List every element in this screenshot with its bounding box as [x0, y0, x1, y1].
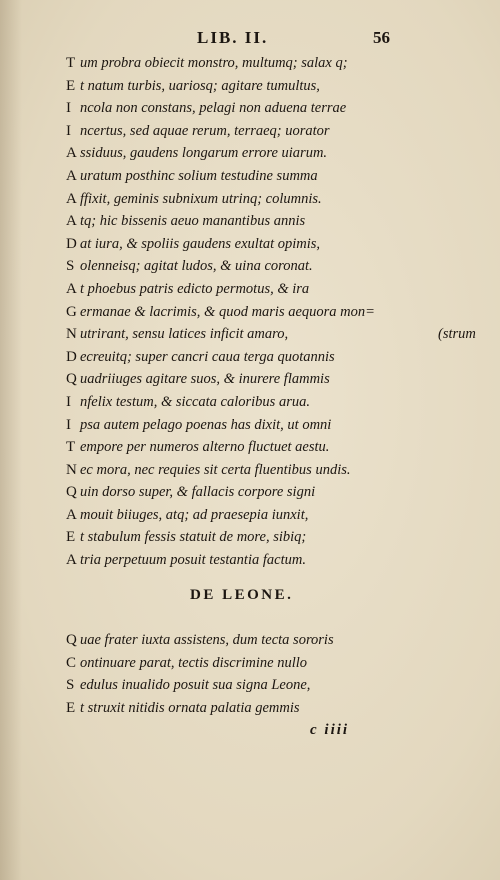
verse-text: psa autem pelago poenas has dixit, ut omni [80, 416, 332, 433]
verse-text: t phoebus patris edicto permotus, & ira [80, 280, 310, 297]
verse-initial: A [66, 167, 77, 184]
verse-initial: E [66, 529, 76, 546]
verse-line [66, 97, 436, 120]
verse-text: at iura, & spoliis gaudens exultat opimis, [80, 235, 321, 252]
verse-line [66, 255, 436, 278]
verse-line [66, 436, 436, 459]
verse-block-top [66, 52, 476, 572]
verse-line [66, 674, 436, 697]
verse-text: ermanae & lacrimis, & quod maris aequora mon= [80, 303, 375, 320]
verse-line [66, 368, 436, 391]
verse-block-bottom [66, 629, 436, 719]
verse-initial: I [66, 416, 71, 433]
verse-text: ncertus, sed aquae rerum, terraeq; uorator [80, 122, 330, 139]
verse-marginal-continuation: (strum [438, 326, 476, 343]
verse-initial: E [66, 77, 76, 94]
verse-text: ontinuare parat, tectis discrimine nullo [80, 654, 308, 671]
gutter-shadow [0, 0, 22, 880]
verse-text: uratum posthinc solium testudine summa [80, 167, 318, 184]
verse-initial: Q [66, 632, 77, 648]
verse-text: uae frater iuxta assistens, dum tecta sororis [80, 632, 334, 648]
verse-initial: A [66, 280, 77, 297]
verse-initial: I [66, 100, 71, 117]
verse-initial: A [66, 213, 77, 230]
verse-text: ffixit, geminis subnixum utrinq; columnis. [80, 190, 322, 207]
page-header [60, 28, 390, 50]
verse-initial: N [66, 461, 77, 478]
verse-line [66, 504, 436, 527]
verse-initial: D [66, 235, 77, 252]
verse-text: mouit biiuges, atq; ad praesepia iunxit, [80, 506, 309, 523]
verse-initial: E [66, 699, 76, 716]
verse-initial: D [66, 348, 77, 365]
verse-text: empore per numeros alterno fluctuet aestu. [80, 439, 330, 456]
verse-initial: N [66, 326, 77, 343]
verse-initial: I [66, 393, 71, 410]
verse-line [66, 233, 436, 256]
verse-initial: A [66, 190, 77, 207]
verse-line [66, 165, 436, 188]
verse-text: edulus inualido posuit sua signa Leone, [80, 677, 311, 694]
signature-mark: c iiii [310, 722, 350, 738]
verse-line [66, 301, 436, 324]
verse-text: t stabulum fessis statuit de more, sibiq; [80, 529, 307, 546]
verse-initial: A [66, 552, 77, 569]
verse-initial: Q [66, 371, 77, 388]
verse-line [66, 526, 436, 549]
verse-line [66, 188, 436, 211]
verse-text: tq; hic bissenis aeuo manantibus annis [80, 213, 306, 230]
verse-text: uadriiuges agitare suos, & inurere flammis [80, 371, 330, 388]
verse-line [66, 549, 436, 572]
verse-initial: C [66, 654, 77, 671]
verse-initial: T [66, 439, 76, 456]
verse-line [66, 323, 476, 346]
verse-initial: T [66, 55, 76, 71]
verse-text: t natum turbis, uariosq; agitare tumultus, [80, 77, 320, 94]
verse-text: ncola non constans, pelagi non aduena terrae [80, 100, 347, 117]
verse-text: utrirant, sensu latices inficit amaro, [80, 326, 289, 343]
verse-line [66, 142, 436, 165]
verse-line [66, 210, 436, 233]
verse-initial: G [66, 303, 77, 320]
verse-text: nfelix testum, & siccata caloribus arua. [80, 393, 310, 410]
verse-initial: A [66, 145, 77, 162]
verse-line [66, 346, 436, 369]
verse-initial: Q [66, 484, 77, 501]
verse-initial: I [66, 122, 71, 139]
section-title: DE LEONE. [190, 587, 294, 603]
verse-initial: S [66, 258, 75, 275]
verse-line [66, 481, 436, 504]
verse-text: ec mora, nec requies sit certa fluentibus undis. [80, 461, 351, 478]
verse-line [66, 697, 436, 720]
verse-text: olenneisq; agitat ludos, & uina coronat. [80, 258, 313, 275]
verse-text: uin dorso super, & fallacis corpore signi [80, 484, 316, 501]
verse-line [66, 391, 436, 414]
verse-text: ecreuitq; super cancri caua terga quotannis [80, 348, 335, 365]
verse-line [66, 414, 436, 437]
verse-line [66, 120, 436, 143]
verse-text: ssiduus, gaudens longarum errore uiarum. [80, 145, 328, 162]
verse-line [66, 459, 436, 482]
verse-line [66, 629, 436, 652]
verse-line [66, 652, 436, 675]
verse-line [66, 278, 436, 301]
verse-line [66, 75, 436, 98]
verse-text: um probra obiecit monstro, multumq; salax q; [80, 55, 348, 71]
running-head: LIB. II. [197, 28, 269, 47]
folio-number: 56 [373, 28, 390, 47]
verse-text: t struxit nitidis ornata palatia gemmis [80, 699, 300, 716]
verse-initial: S [66, 677, 75, 694]
verse-text: tria perpetuum posuit testantia factum. [80, 552, 306, 569]
verse-initial: A [66, 506, 77, 523]
verse-line [66, 52, 436, 75]
